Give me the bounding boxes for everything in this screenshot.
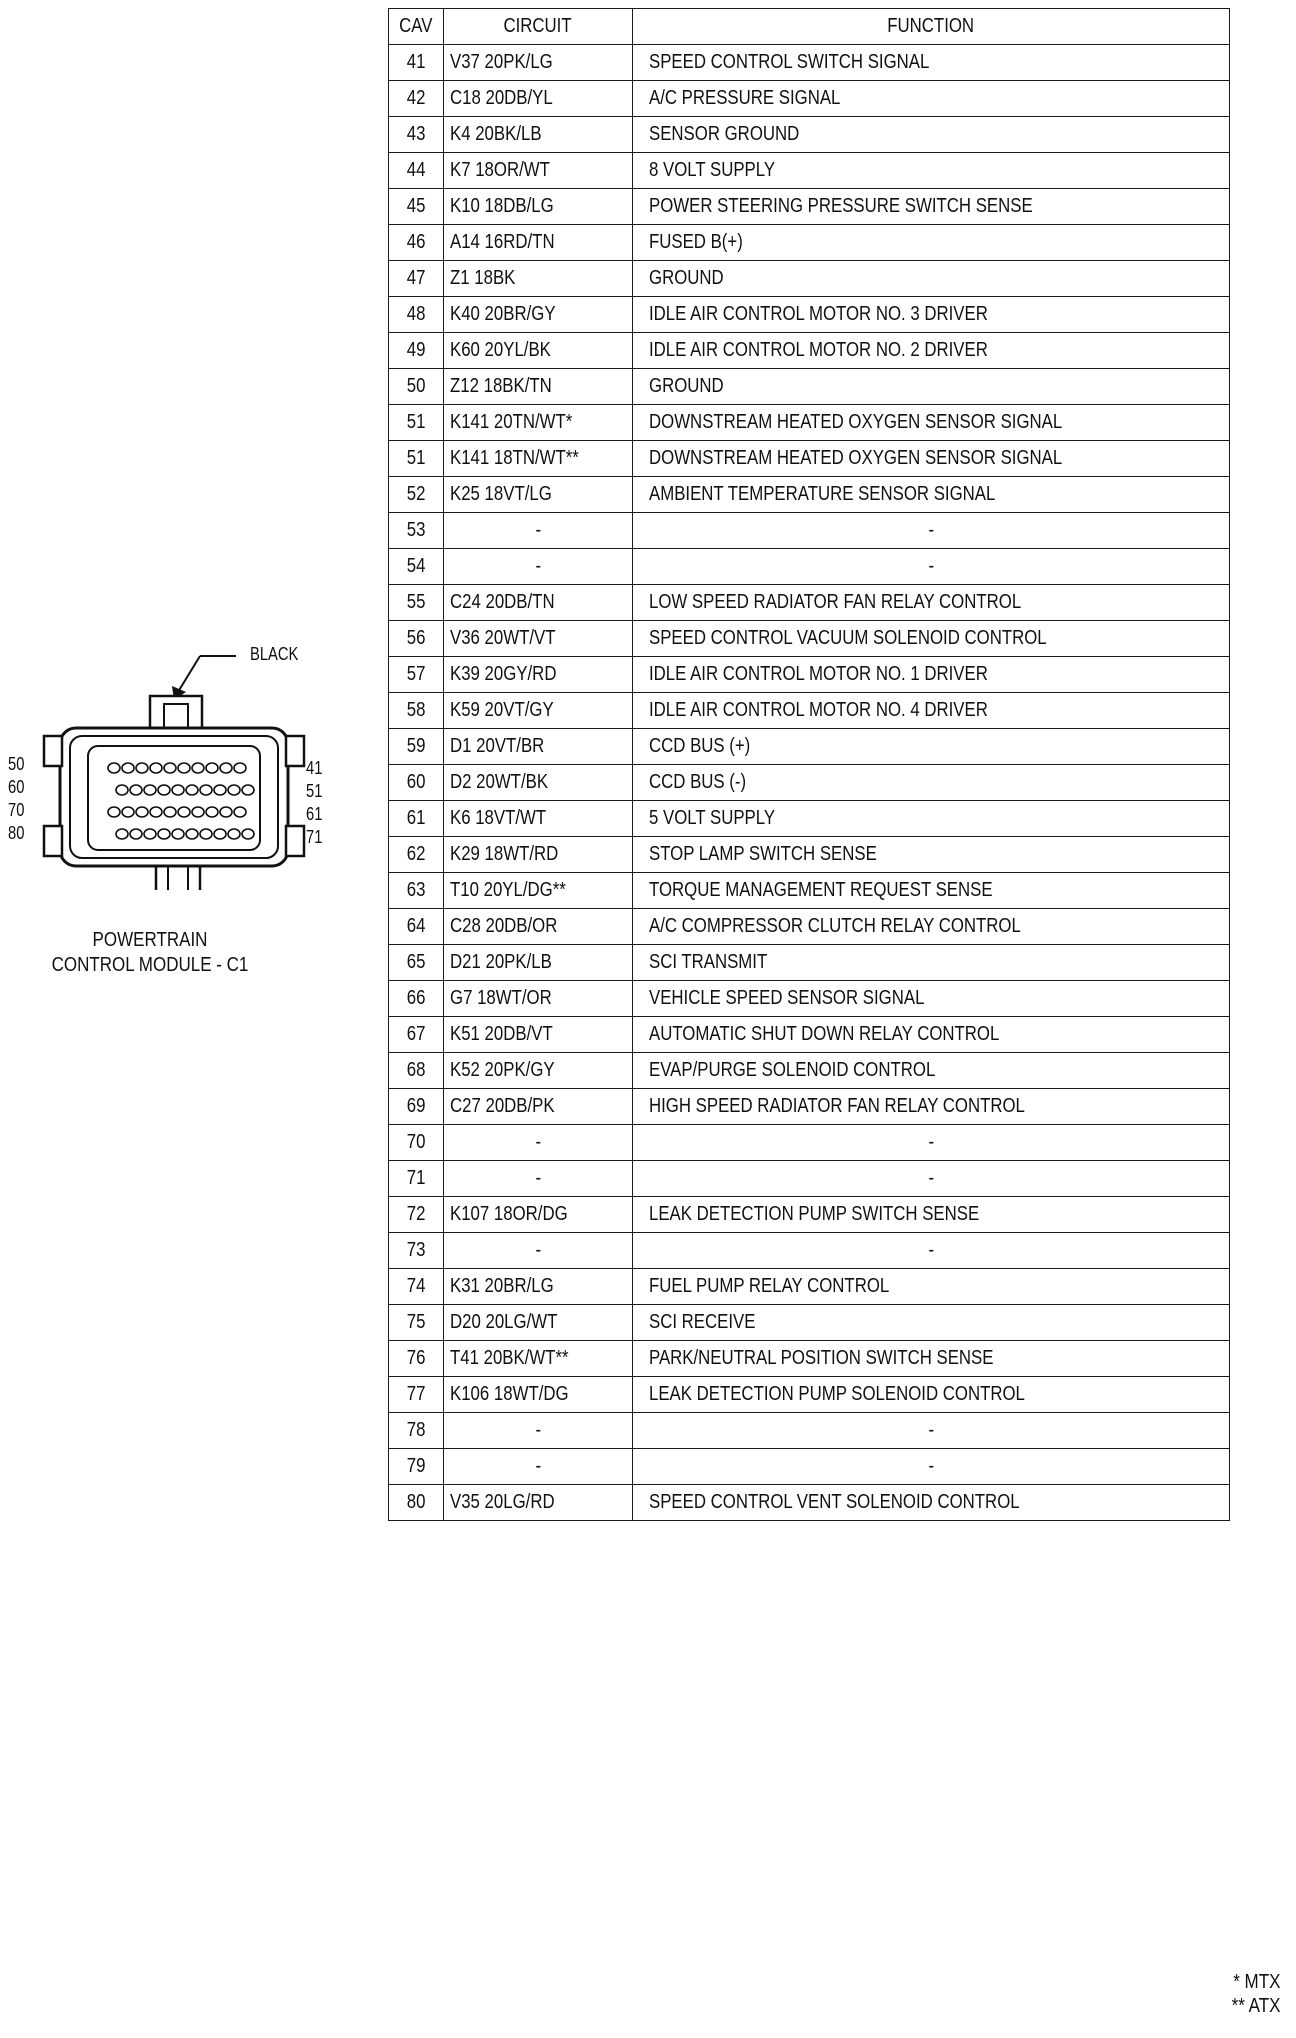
cell-cav: 65 bbox=[389, 945, 444, 981]
cell-circuit: - bbox=[444, 549, 633, 585]
cell-circuit: D20 20LG/WT bbox=[444, 1305, 633, 1341]
cell-function: DOWNSTREAM HEATED OXYGEN SENSOR SIGNAL bbox=[633, 441, 1230, 477]
table-row bbox=[389, 1017, 1230, 1053]
table-header-row bbox=[389, 9, 1230, 45]
cell-function: FUSED B(+) bbox=[633, 225, 1230, 261]
cell-circuit: G7 18WT/OR bbox=[444, 981, 633, 1017]
cell-cav: 76 bbox=[389, 1341, 444, 1377]
cell-circuit: K51 20DB/VT bbox=[444, 1017, 633, 1053]
table-row bbox=[389, 189, 1230, 225]
footnote-mtx: * MTX bbox=[1232, 1971, 1280, 1993]
table-row bbox=[389, 1053, 1230, 1089]
cell-circuit: C27 20DB/PK bbox=[444, 1089, 633, 1125]
cell-circuit: V37 20PK/LG bbox=[444, 45, 633, 81]
cell-cav: 71 bbox=[389, 1161, 444, 1197]
cell-cav: 66 bbox=[389, 981, 444, 1017]
cell-circuit: Z1 18BK bbox=[444, 261, 633, 297]
cell-circuit: K59 20VT/GY bbox=[444, 693, 633, 729]
table-row bbox=[389, 81, 1230, 117]
cell-function: CCD BUS (-) bbox=[633, 765, 1230, 801]
table-row bbox=[389, 1341, 1230, 1377]
cell-function: - bbox=[633, 549, 1230, 585]
cell-function: IDLE AIR CONTROL MOTOR NO. 1 DRIVER bbox=[633, 657, 1230, 693]
cell-cav: 49 bbox=[389, 333, 444, 369]
cell-circuit: V36 20WT/VT bbox=[444, 621, 633, 657]
cell-circuit: V35 20LG/RD bbox=[444, 1485, 633, 1521]
table-row bbox=[389, 837, 1230, 873]
cell-circuit: K7 18OR/WT bbox=[444, 153, 633, 189]
cell-function: FUEL PUMP RELAY CONTROL bbox=[633, 1269, 1230, 1305]
cell-function: IDLE AIR CONTROL MOTOR NO. 4 DRIVER bbox=[633, 693, 1230, 729]
cell-function: LEAK DETECTION PUMP SWITCH SENSE bbox=[633, 1197, 1230, 1233]
cell-circuit: - bbox=[444, 1161, 633, 1197]
connector-drawing bbox=[0, 630, 340, 890]
table-row bbox=[389, 1089, 1230, 1125]
cell-function: LOW SPEED RADIATOR FAN RELAY CONTROL bbox=[633, 585, 1230, 621]
cell-function: IDLE AIR CONTROL MOTOR NO. 2 DRIVER bbox=[633, 333, 1230, 369]
cell-circuit: K40 20BR/GY bbox=[444, 297, 633, 333]
header-cav: CAV bbox=[389, 9, 444, 45]
pin-label-left-2: 60 bbox=[8, 777, 25, 797]
cell-circuit: D21 20PK/LB bbox=[444, 945, 633, 981]
cell-function: SPEED CONTROL VACUUM SOLENOID CONTROL bbox=[633, 621, 1230, 657]
table-row bbox=[389, 297, 1230, 333]
table-row bbox=[389, 1233, 1230, 1269]
cell-function: A/C COMPRESSOR CLUTCH RELAY CONTROL bbox=[633, 909, 1230, 945]
cell-cav: 80 bbox=[389, 1485, 444, 1521]
cell-circuit: C24 20DB/TN bbox=[444, 585, 633, 621]
table-row bbox=[389, 1485, 1230, 1521]
cell-cav: 61 bbox=[389, 801, 444, 837]
cell-cav: 62 bbox=[389, 837, 444, 873]
cell-circuit: - bbox=[444, 1413, 633, 1449]
table-row bbox=[389, 657, 1230, 693]
pin-label-right-1: 41 bbox=[306, 758, 323, 778]
table-row bbox=[389, 1125, 1230, 1161]
cell-circuit: C18 20DB/YL bbox=[444, 81, 633, 117]
cell-cav: 68 bbox=[389, 1053, 444, 1089]
cell-function: IDLE AIR CONTROL MOTOR NO. 3 DRIVER bbox=[633, 297, 1230, 333]
cell-circuit: K4 20BK/LB bbox=[444, 117, 633, 153]
header-circuit: CIRCUIT bbox=[444, 9, 633, 45]
pin-label-right-3: 61 bbox=[306, 804, 323, 824]
cell-cav: 70 bbox=[389, 1125, 444, 1161]
cell-function: TORQUE MANAGEMENT REQUEST SENSE bbox=[633, 873, 1230, 909]
cell-circuit: K106 18WT/DG bbox=[444, 1377, 633, 1413]
cell-function: - bbox=[633, 1413, 1230, 1449]
cell-cav: 60 bbox=[389, 765, 444, 801]
cell-cav: 79 bbox=[389, 1449, 444, 1485]
cell-function: SCI RECEIVE bbox=[633, 1305, 1230, 1341]
cell-cav: 67 bbox=[389, 1017, 444, 1053]
cell-cav: 44 bbox=[389, 153, 444, 189]
cell-circuit: K39 20GY/RD bbox=[444, 657, 633, 693]
cell-cav: 51 bbox=[389, 405, 444, 441]
cell-function: - bbox=[633, 1233, 1230, 1269]
cell-function: PARK/NEUTRAL POSITION SWITCH SENSE bbox=[633, 1341, 1230, 1377]
table-row bbox=[389, 945, 1230, 981]
cell-function: - bbox=[633, 1161, 1230, 1197]
table-row bbox=[389, 549, 1230, 585]
table-row bbox=[389, 1305, 1230, 1341]
cell-circuit: K52 20PK/GY bbox=[444, 1053, 633, 1089]
cell-cav: 48 bbox=[389, 297, 444, 333]
cell-circuit: K141 20TN/WT* bbox=[444, 405, 633, 441]
cell-cav: 51 bbox=[389, 441, 444, 477]
cell-function: A/C PRESSURE SIGNAL bbox=[633, 81, 1230, 117]
cell-function: LEAK DETECTION PUMP SOLENOID CONTROL bbox=[633, 1377, 1230, 1413]
cell-cav: 45 bbox=[389, 189, 444, 225]
header-function: FUNCTION bbox=[633, 9, 1230, 45]
cell-cav: 58 bbox=[389, 693, 444, 729]
cell-function: CCD BUS (+) bbox=[633, 729, 1230, 765]
cell-function: SPEED CONTROL SWITCH SIGNAL bbox=[633, 45, 1230, 81]
cell-function: GROUND bbox=[633, 369, 1230, 405]
cell-circuit: C28 20DB/OR bbox=[444, 909, 633, 945]
cell-circuit: T10 20YL/DG** bbox=[444, 873, 633, 909]
cell-function: SCI TRANSMIT bbox=[633, 945, 1230, 981]
table-row bbox=[389, 1377, 1230, 1413]
cell-function: - bbox=[633, 1125, 1230, 1161]
cell-function: 5 VOLT SUPPLY bbox=[633, 801, 1230, 837]
table-row bbox=[389, 873, 1230, 909]
table-row bbox=[389, 45, 1230, 81]
table-row bbox=[389, 117, 1230, 153]
cell-function: POWER STEERING PRESSURE SWITCH SENSE bbox=[633, 189, 1230, 225]
cell-cav: 52 bbox=[389, 477, 444, 513]
cell-circuit: D2 20WT/BK bbox=[444, 765, 633, 801]
cell-circuit: K141 18TN/WT** bbox=[444, 441, 633, 477]
cell-cav: 74 bbox=[389, 1269, 444, 1305]
cell-circuit: Z12 18BK/TN bbox=[444, 369, 633, 405]
table-row bbox=[389, 585, 1230, 621]
cell-cav: 57 bbox=[389, 657, 444, 693]
cell-function: - bbox=[633, 1449, 1230, 1485]
cell-function: GROUND bbox=[633, 261, 1230, 297]
pin-label-left-1: 50 bbox=[8, 754, 25, 774]
cell-function: DOWNSTREAM HEATED OXYGEN SENSOR SIGNAL bbox=[633, 405, 1230, 441]
connector-color-label: BLACK bbox=[250, 644, 299, 664]
cell-cav: 63 bbox=[389, 873, 444, 909]
footnotes bbox=[1223, 1970, 1280, 2018]
cell-function: VEHICLE SPEED SENSOR SIGNAL bbox=[633, 981, 1230, 1017]
cell-circuit: K31 20BR/LG bbox=[444, 1269, 633, 1305]
cell-cav: 50 bbox=[389, 369, 444, 405]
cell-cav: 54 bbox=[389, 549, 444, 585]
cell-circuit: - bbox=[444, 1233, 633, 1269]
table-row bbox=[389, 1161, 1230, 1197]
cell-cav: 47 bbox=[389, 261, 444, 297]
cell-circuit: A14 16RD/TN bbox=[444, 225, 633, 261]
cell-cav: 59 bbox=[389, 729, 444, 765]
table-row bbox=[389, 981, 1230, 1017]
cell-cav: 72 bbox=[389, 1197, 444, 1233]
cell-function: STOP LAMP SWITCH SENSE bbox=[633, 837, 1230, 873]
pinout-table-body bbox=[389, 45, 1230, 1521]
cell-cav: 42 bbox=[389, 81, 444, 117]
cell-cav: 43 bbox=[389, 117, 444, 153]
cell-function: EVAP/PURGE SOLENOID CONTROL bbox=[633, 1053, 1230, 1089]
cell-circuit: K25 18VT/LG bbox=[444, 477, 633, 513]
table-row bbox=[389, 513, 1230, 549]
table-row bbox=[389, 405, 1230, 441]
footnote-atx: ** ATX bbox=[1231, 1995, 1280, 2017]
cell-circuit: - bbox=[444, 1449, 633, 1485]
table-row bbox=[389, 1449, 1230, 1485]
table-row bbox=[389, 1413, 1230, 1449]
cell-cav: 41 bbox=[389, 45, 444, 81]
table-row bbox=[389, 369, 1230, 405]
table-row bbox=[389, 333, 1230, 369]
table-row bbox=[389, 693, 1230, 729]
table-row bbox=[389, 225, 1230, 261]
cell-function: - bbox=[633, 513, 1230, 549]
cell-function: HIGH SPEED RADIATOR FAN RELAY CONTROL bbox=[633, 1089, 1230, 1125]
cell-circuit: T41 20BK/WT** bbox=[444, 1341, 633, 1377]
cell-circuit: - bbox=[444, 513, 633, 549]
cell-cav: 55 bbox=[389, 585, 444, 621]
cell-cav: 77 bbox=[389, 1377, 444, 1413]
cell-cav: 64 bbox=[389, 909, 444, 945]
cell-cav: 78 bbox=[389, 1413, 444, 1449]
cell-function: AUTOMATIC SHUT DOWN RELAY CONTROL bbox=[633, 1017, 1230, 1053]
cell-function: 8 VOLT SUPPLY bbox=[633, 153, 1230, 189]
pin-label-left-4: 80 bbox=[8, 823, 25, 843]
cell-cav: 53 bbox=[389, 513, 444, 549]
cell-circuit: K60 20YL/BK bbox=[444, 333, 633, 369]
pin-label-right-4: 71 bbox=[306, 827, 323, 847]
cell-function: SPEED CONTROL VENT SOLENOID CONTROL bbox=[633, 1485, 1230, 1521]
pin-label-left-3: 70 bbox=[8, 800, 25, 820]
table-row bbox=[389, 441, 1230, 477]
table-row bbox=[389, 801, 1230, 837]
connector-caption-line2: CONTROL MODULE - C1 bbox=[51, 954, 249, 976]
table-row bbox=[389, 153, 1230, 189]
cell-circuit: K10 18DB/LG bbox=[444, 189, 633, 225]
cell-function: AMBIENT TEMPERATURE SENSOR SIGNAL bbox=[633, 477, 1230, 513]
table-row bbox=[389, 261, 1230, 297]
table-row bbox=[389, 1269, 1230, 1305]
table-row bbox=[389, 477, 1230, 513]
cell-circuit: K29 18WT/RD bbox=[444, 837, 633, 873]
cell-function: SENSOR GROUND bbox=[633, 117, 1230, 153]
cell-circuit: - bbox=[444, 1125, 633, 1161]
table-row bbox=[389, 765, 1230, 801]
table-row bbox=[389, 909, 1230, 945]
cell-cav: 75 bbox=[389, 1305, 444, 1341]
pinout-table bbox=[388, 8, 1230, 1521]
cell-circuit: K6 18VT/WT bbox=[444, 801, 633, 837]
table-row bbox=[389, 1197, 1230, 1233]
table-row bbox=[389, 729, 1230, 765]
connector-caption-line1: POWERTRAIN bbox=[92, 929, 208, 951]
connector-figure bbox=[0, 630, 340, 1010]
cell-cav: 46 bbox=[389, 225, 444, 261]
cell-cav: 69 bbox=[389, 1089, 444, 1125]
cell-cav: 73 bbox=[389, 1233, 444, 1269]
cell-circuit: K107 18OR/DG bbox=[444, 1197, 633, 1233]
pin-label-right-2: 51 bbox=[306, 781, 323, 801]
cell-circuit: D1 20VT/BR bbox=[444, 729, 633, 765]
table-row bbox=[389, 621, 1230, 657]
cell-cav: 56 bbox=[389, 621, 444, 657]
